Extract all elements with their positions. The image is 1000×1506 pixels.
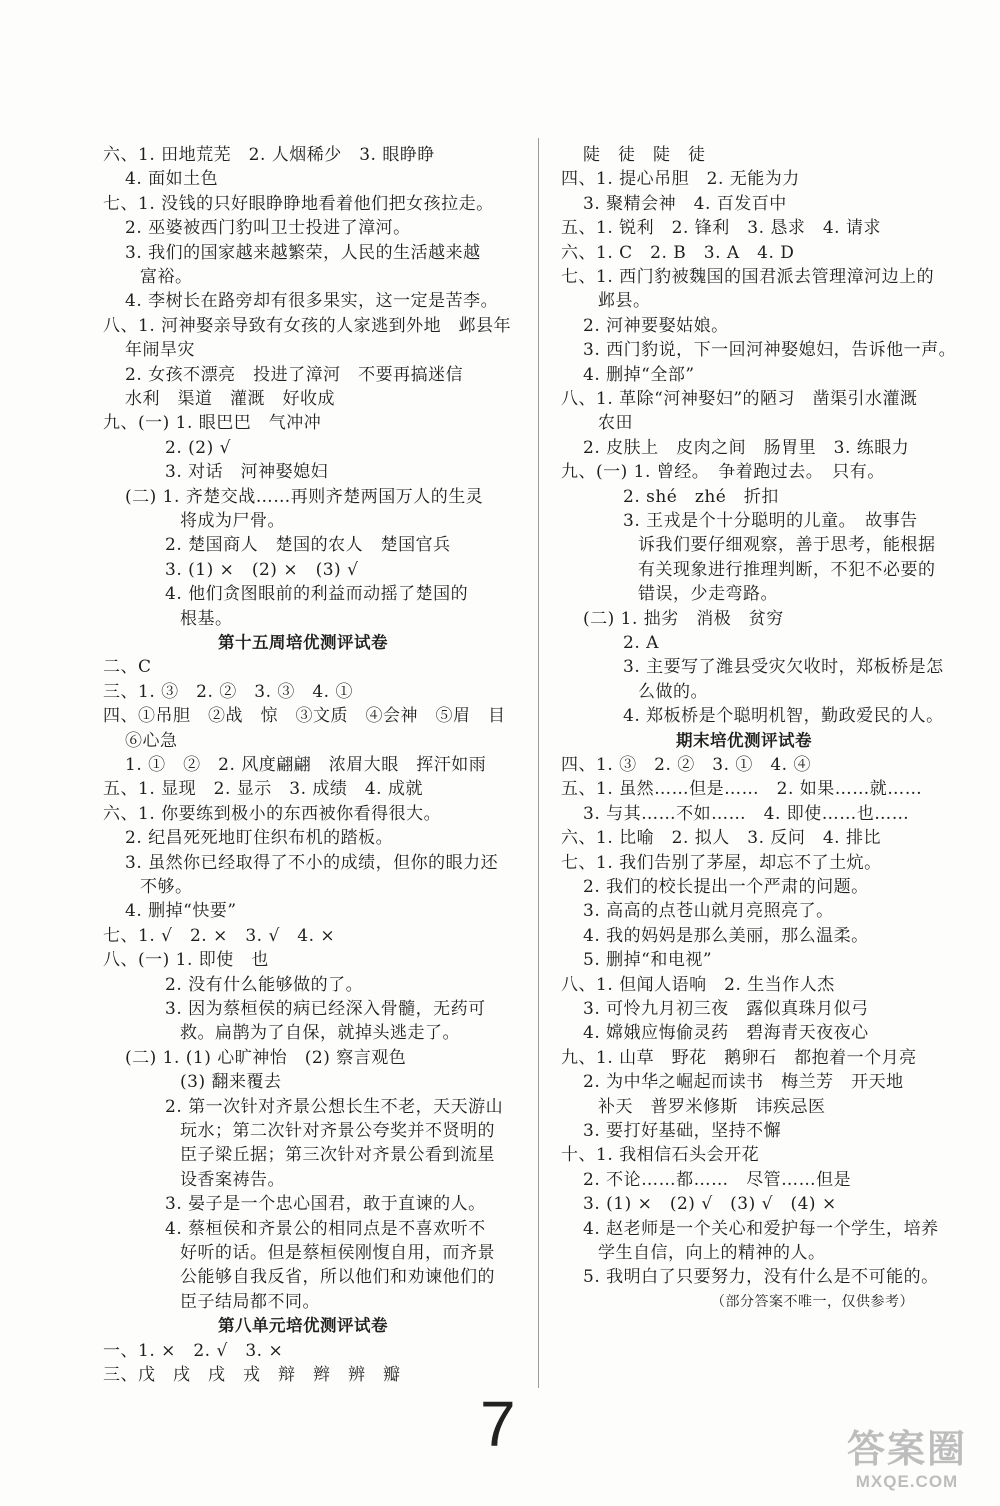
answer-line: 五、1. 锐利 2. 锋利 3. 恳求 4. 请求 bbox=[561, 218, 881, 239]
column-divider bbox=[538, 138, 539, 1388]
answer-line: 臣子结局都不同。 bbox=[180, 1291, 320, 1312]
section-heading: 期末培优测评试卷 bbox=[676, 730, 812, 750]
answer-line: 4. 赵老师是一个关心和爱护每一个学生，培养 bbox=[583, 1218, 939, 1239]
watermark-logo bbox=[832, 1428, 982, 1496]
answer-line: 2. A bbox=[623, 633, 659, 653]
answer-line: 3. (1) × (2) √ (3) √ (4) × bbox=[583, 1194, 837, 1215]
answer-line: 4. 删掉“快要” bbox=[125, 901, 237, 922]
answer-line: 4. 嫦娥应悔偷灵药 碧海青天夜夜心 bbox=[583, 1023, 869, 1044]
answer-line: 九、(一) 1. 曾经。 争着跑过去。 只有。 bbox=[561, 462, 885, 483]
answer-line: 3. 虽然你已经取得了不小的成绩，但你的眼力还 bbox=[125, 852, 499, 873]
answer-line: 学生自信，向上的精神的人。 bbox=[598, 1243, 826, 1263]
answer-line: 3. 聚精会神 4. 百发百中 bbox=[583, 193, 787, 214]
answer-line: 补天 普罗米修斯 讳疾忌医 bbox=[598, 1096, 826, 1117]
answer-line: 4. 删掉“全部” bbox=[583, 364, 695, 385]
answer-line: ⑥心急 bbox=[125, 730, 178, 751]
answer-line: 3. 与其……不如…… 4. 即使……也…… bbox=[583, 803, 910, 824]
answer-line: 七、1. 没钱的只好眼睁睁地看着他们把女孩拉走。 bbox=[103, 193, 494, 214]
answer-line: 九、(一) 1. 眼巴巴 气冲冲 bbox=[103, 413, 322, 434]
answer-line: 七、1. √ 2. × 3. √ 4. × bbox=[103, 925, 336, 946]
answer-line: (3) 翻来覆去 bbox=[180, 1072, 282, 1093]
answer-line: 2. 女孩不漂亮 投进了漳河 不要再搞迷信 bbox=[125, 364, 464, 385]
answer-line: 3. 因为蔡桓侯的病已经深入骨髓，无药可 bbox=[165, 999, 486, 1019]
answer-line: 4. 面如土色 bbox=[125, 169, 219, 190]
answer-line: 1. ① ② 2. 风度翩翩 浓眉大眼 挥汗如雨 bbox=[125, 755, 487, 775]
answer-line: 3. 王戎是个十分聪明的儿童。 故事告 bbox=[623, 511, 918, 531]
answer-line: 4. 郑板桥是个聪明机智，勤政爱民的人。 bbox=[623, 706, 944, 727]
answer-line: 3. 我们的国家越来越繁荣，人民的生活越来越 bbox=[125, 242, 481, 263]
answer-line: 邺县。 bbox=[598, 291, 651, 312]
answer-line: 4. 他们贪图眼前的利益而动摇了楚国的 bbox=[165, 584, 469, 605]
answer-line: 2. 皮肤上 皮肉之间 肠胃里 3. 练眼力 bbox=[583, 437, 910, 458]
answer-line: 2. shé zhé 折扣 bbox=[623, 486, 779, 507]
answer-line: 4. 蔡桓侯和齐景公的相同点是不喜欢听不 bbox=[165, 1218, 486, 1239]
answer-line: 么做的。 bbox=[638, 681, 708, 702]
answer-line: 三、1. ③ 2. ② 3. ③ 4. ① bbox=[103, 681, 353, 702]
answer-line: (二) 1. (1) 心旷神怡 (2) 察言观色 bbox=[125, 1047, 407, 1068]
answer-line: 根基。 bbox=[180, 608, 233, 629]
answer-line: 5. 我明白了只要努力，没有什么是不可能的。 bbox=[583, 1267, 939, 1288]
answer-line: 八、1. 河神娶亲导致有女孩的人家逃到外地 邺县年 bbox=[103, 315, 512, 336]
answer-line: 五、1. 显现 2. 显示 3. 成绩 4. 成就 bbox=[103, 779, 423, 800]
answer-line: 2. 没有什么能够做的了。 bbox=[165, 974, 364, 995]
answer-line: 2. 巫婆被西门豹叫卫士投进了漳河。 bbox=[125, 218, 411, 239]
section-heading: 第十五周培优测评试卷 bbox=[218, 633, 388, 652]
answer-line: 3. 主要写了潍县受灾欠收时，郑板桥是怎 bbox=[623, 657, 944, 678]
answer-line: 四、1. 提心吊胆 2. 无能为力 bbox=[561, 169, 800, 190]
answer-line: 2. 楚国商人 楚国的农人 楚国官兵 bbox=[165, 535, 451, 556]
answer-line: 错误，少走弯路。 bbox=[638, 584, 778, 605]
answer-line: 年闹旱灾 bbox=[125, 340, 195, 361]
answer-line: 5. 删掉“和电视” bbox=[583, 950, 713, 971]
answer-line: 3. 西门豹说，下一回河神娶媳妇，告诉他一声。 bbox=[583, 340, 957, 361]
answer-line: 水利 渠道 灌溉 好收成 bbox=[125, 389, 335, 409]
answer-line: 九、1. 山草 野花 鹅卵石 都抱着一个月亮 bbox=[561, 1047, 917, 1068]
answer-line: 六、1. C 2. B 3. A 4. D bbox=[561, 242, 795, 263]
answer-line: 2. (2) √ bbox=[165, 437, 231, 458]
answer-line: 八、1. 革除“河神娶妇”的陋习 凿渠引水灌溉 bbox=[561, 389, 918, 409]
answer-line: 好听的话。但是蔡桓侯刚愎自用，而齐景 bbox=[180, 1243, 495, 1263]
answer-line: 七、1. 西门豹被魏国的国君派去管理漳河边上的 bbox=[561, 267, 935, 287]
answer-line: 七、1. 我们告别了茅屋，却忘不了土炕。 bbox=[561, 852, 882, 873]
answer-line: 玩水；第二次针对齐景公夸奖并不贤明的 bbox=[180, 1121, 495, 1141]
answer-line: 富裕。 bbox=[140, 267, 193, 287]
answer-line: 3. 可怜九月初三夜 露似真珠月似弓 bbox=[583, 999, 869, 1019]
answer-line: 4. 我的妈妈是那么美丽，那么温柔。 bbox=[583, 925, 869, 946]
answer-line: 4. 李树长在路旁却有很多果实，这一定是苦李。 bbox=[125, 291, 499, 312]
answer-line: 3. (1) × (2) × (3) √ bbox=[165, 559, 359, 580]
answer-line: 将成为尸骨。 bbox=[180, 511, 285, 531]
answer-line: 农田 bbox=[598, 413, 633, 434]
answer-line: 三、戊 戌 戌 戎 辩 辫 辨 瓣 bbox=[103, 1365, 401, 1385]
answer-line: 3. 要打好基础，坚持不懈 bbox=[583, 1121, 782, 1141]
answer-line: 不够。 bbox=[140, 877, 193, 897]
answer-line: 有关现象进行推理判断，不犯不必要的 bbox=[638, 559, 936, 580]
answer-line: 五、1. 虽然……但是…… 2. 如果……就…… bbox=[561, 779, 923, 800]
answer-line: 3. 对话 河神娶媳妇 bbox=[165, 462, 329, 483]
answer-line: 四、①吊胆 ②战 惊 ③文质 ④会神 ⑤眉 目 bbox=[103, 706, 506, 727]
answer-line: 公能够自我反省，所以他们和劝谏他们的 bbox=[180, 1267, 495, 1288]
answer-line: 臣子梁丘据；第三次针对齐景公看到流星 bbox=[180, 1145, 495, 1166]
answer-line: 八、(一) 1. 即使 也 bbox=[103, 950, 269, 971]
answer-line: 2. 为中华之崛起而读书 梅兰芳 开天地 bbox=[583, 1072, 904, 1093]
page-number: 7 bbox=[480, 1388, 516, 1460]
answer-line: 四、1. ③ 2. ② 3. ① 4. ④ bbox=[561, 755, 811, 775]
answer-line: (二) 1. 拙劣 消极 贫穷 bbox=[583, 608, 784, 629]
answer-line: 八、1. 但闻人语响 2. 生当作人杰 bbox=[561, 974, 835, 995]
answer-line: 一、1. × 2. √ 3. × bbox=[103, 1340, 284, 1361]
answer-line: 六、1. 你要练到极小的东西被你看得很大。 bbox=[103, 803, 442, 824]
watermark-text: 答案圈 bbox=[846, 1429, 967, 1471]
answer-line: 2. 不论……都…… 尽管……但是 bbox=[583, 1169, 852, 1190]
answer-line: 诉我们要仔细观察，善于思考，能根据 bbox=[638, 535, 936, 556]
answer-line: 二、C bbox=[103, 657, 152, 678]
answer-line: (二) 1. 齐楚交战……再则齐楚两国万人的生灵 bbox=[125, 486, 484, 507]
section-heading: 第八单元培优测评试卷 bbox=[218, 1316, 388, 1336]
answer-line: 2. 纪昌死死地盯住织布机的踏板。 bbox=[125, 828, 394, 849]
answer-line: 3. 晏子是一个忠心国君，敢于直谏的人。 bbox=[165, 1194, 486, 1215]
answer-line: 2. 第一次针对齐景公想长生不老，天天游山 bbox=[165, 1096, 504, 1117]
answer-line: 救。扁鹊为了自保，就掉头逃走了。 bbox=[180, 1023, 460, 1044]
answer-line: 六、1. 田地荒芜 2. 人烟稀少 3. 眼睁睁 bbox=[103, 145, 435, 165]
answer-line: 3. 高高的点苍山就月亮照亮了。 bbox=[583, 901, 834, 922]
answer-line: 2. 河神要娶姑娘。 bbox=[583, 315, 729, 336]
answer-line: 陡 徒 陡 徒 bbox=[583, 145, 706, 165]
answer-line: 2. 我们的校长提出一个严肃的问题。 bbox=[583, 877, 869, 897]
answer-line: （部分答案不唯一，仅供参考） bbox=[711, 1293, 914, 1310]
answer-line: 六、1. 比喻 2. 拟人 3. 反问 4. 排比 bbox=[561, 828, 881, 849]
watermark-url: MXQE.COM bbox=[855, 1472, 959, 1491]
answer-line: 设香案祷告。 bbox=[180, 1169, 285, 1190]
answer-line: 十、1. 我相信石头会开花 bbox=[561, 1145, 760, 1166]
